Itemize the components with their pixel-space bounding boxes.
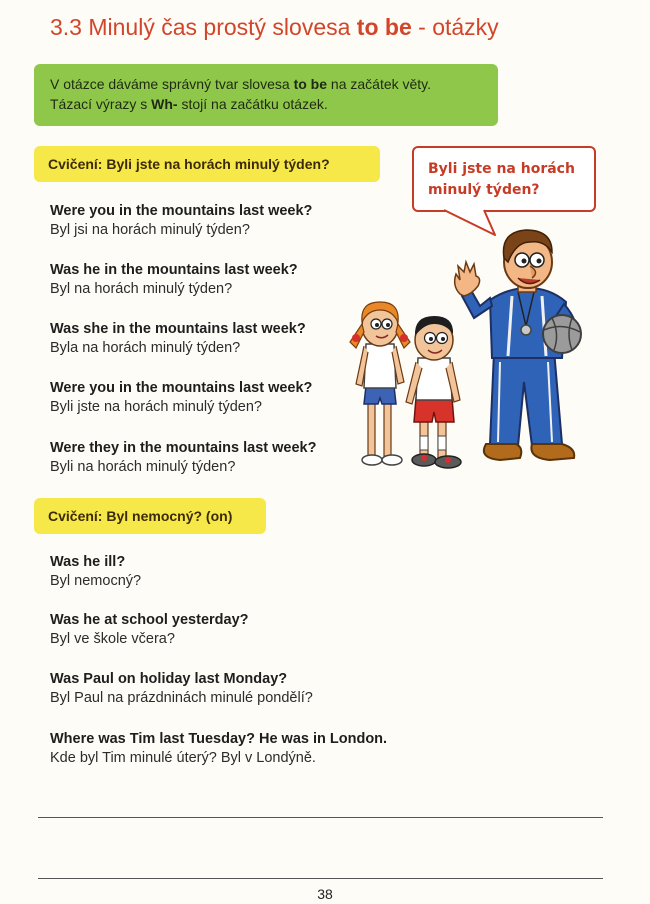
speech-bubble — [412, 146, 596, 212]
czech-translation: Byla na horách minulý týden? — [50, 340, 241, 356]
page-number: 38 — [317, 886, 333, 902]
exercise-2-label: Cvičení: Byl nemocný? (on) — [34, 498, 266, 534]
czech-translation: Kde byl Tim minulé úterý? Byl v Londýně. — [50, 750, 316, 766]
czech-translation: Byl Paul na prázdninách minulé pondělí? — [50, 690, 313, 706]
boy-figure — [406, 316, 461, 468]
exercise-2-item — [50, 611, 249, 649]
english-sentence: Was he ill? — [50, 554, 126, 570]
grammar-note-box — [34, 64, 498, 126]
english-sentence: Where was Tim last Tuesday? He was in London. — [50, 731, 388, 747]
english-sentence: Was he in the mountains last week? — [50, 262, 298, 278]
grammar-note-line-1: V otázce dáváme správný tvar slovesa to be na začátek věty. — [50, 76, 432, 92]
czech-translation: Byl jsi na horách minulý týden? — [50, 222, 250, 238]
english-sentence: Were you in the mountains last week? — [50, 380, 313, 396]
exercise-1-item — [50, 261, 298, 299]
exercise-1-item — [50, 202, 312, 240]
exercise-1-item — [50, 320, 306, 358]
english-sentence: Were you in the mountains last week? — [50, 203, 313, 219]
girl-figure — [350, 302, 410, 465]
exercise-2-item — [50, 670, 313, 708]
writing-line — [38, 817, 603, 818]
teacher-figure — [455, 230, 581, 460]
exercise-1-item — [50, 379, 312, 417]
english-sentence: Was Paul on holiday last Monday? — [50, 671, 288, 687]
english-sentence: Was she in the mountains last week? — [50, 321, 306, 337]
english-sentence: Was he at school yesterday? — [50, 612, 249, 628]
czech-translation: Byli na horách minulý týden? — [50, 459, 236, 475]
exercise-2-item — [50, 730, 387, 768]
czech-translation: Byl na horách minulý týden? — [50, 281, 233, 297]
grammar-note-line-2: Tázací výrazy s Wh- stojí na začátku otázek. — [50, 96, 328, 112]
exercise-1-label: Cvičení: Byli jste na horách minulý týden? — [34, 146, 380, 182]
english-sentence: Were they in the mountains last week? — [50, 440, 317, 456]
exercise-2-item — [50, 553, 141, 591]
exercise-1-item — [50, 439, 316, 477]
czech-translation: Byl ve škole včera? — [50, 631, 175, 647]
title-bold: to be — [356, 14, 412, 40]
czech-translation: Byl nemocný? — [50, 573, 142, 589]
page-title: 3.3 Minulý čas prostý slovesa to be - otázky — [50, 14, 499, 40]
writing-line — [38, 878, 603, 879]
czech-translation: Byli jste na horách minulý týden? — [50, 399, 262, 415]
speech-bubble-line-2: minulý týden? — [428, 182, 540, 198]
speech-bubble-line-1: Byli jste na horách — [428, 161, 575, 177]
cartoon-teacher-and-children-illustration — [340, 222, 610, 480]
